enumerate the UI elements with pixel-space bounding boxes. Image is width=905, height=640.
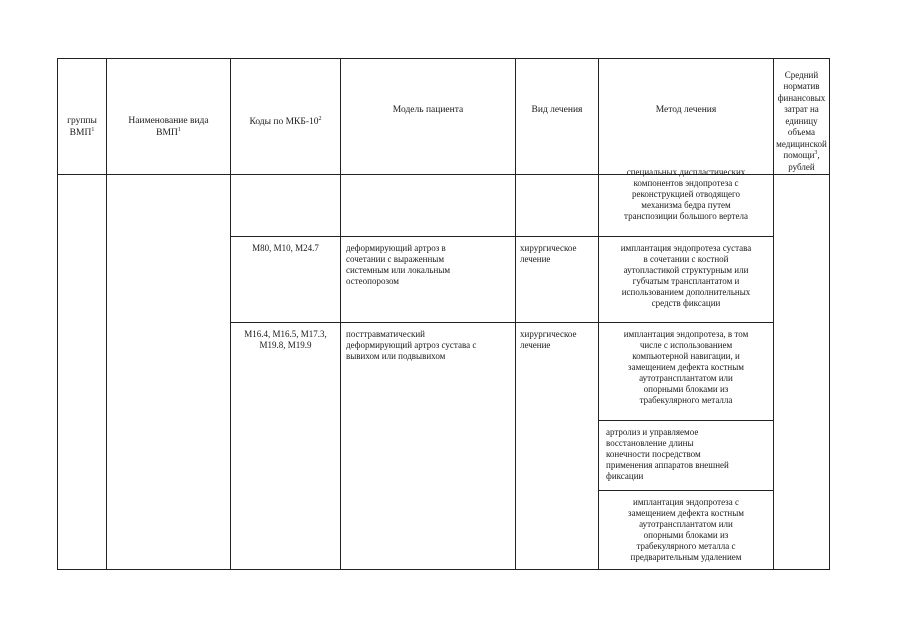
method-separator-1 (598, 420, 773, 421)
row-separator-2 (230, 322, 773, 323)
header-treatment-type: Вид лечения (531, 105, 583, 115)
row3-method-3: имплантация эндопротеза с замещением дефекта костным аутотрансплантатом или опорными блоками из трабекулярного металла с предварительным удалением (628, 497, 744, 562)
col-divider-3 (340, 58, 341, 570)
header-patient-model: Модель пациента (392, 105, 464, 115)
row2-model: деформирующий артроз в сочетании с выраженным системным или локальным остеопорозом (346, 243, 451, 286)
row2-codes: M80, M10, M24.7 (252, 243, 319, 253)
table-right-border (829, 58, 830, 570)
header-average-cost: Средний норматив финансовых затрат на единицу объема медицинской помощи$^3$, рублей (776, 69, 827, 172)
row-separator-1 (230, 236, 773, 237)
row2-method: имплантация эндопротеза сустава в сочетании с костной аутопластикой структурным или губчатым трансплантатом и использованием дополнительных средств фиксации (620, 243, 752, 308)
row3-type: хирургическое лечение (520, 329, 577, 350)
col-divider-4 (515, 58, 516, 570)
row1-method: специальных диспластических компонентов эндопротеза с реконструкцией отводящего механизма бедра путем транспозиции большого вертела (624, 167, 748, 221)
table-bottom-border (57, 569, 829, 570)
row3-method-2: артролиз и управляемое восстановление длины конечности посредством применения аппаратов внешней фиксации (606, 427, 729, 481)
col-divider-1 (106, 58, 107, 570)
header-vmp-name: Наименование вида ВМП$^1$ (128, 116, 209, 138)
row3-model: посттравматический деформирующий артроз сустава с вывихом или подвывихом (346, 329, 477, 361)
header-mkb-codes: Коды по МКБ-$10^2$ (249, 115, 322, 127)
method-separator-2 (598, 490, 773, 491)
table-top-border (57, 58, 829, 59)
row3-method-1: имплантация эндопротеза, в том числе с использованием компьютерной навигации, и замещением дефекта костным аутотрансплантатом или опорными блоками из трабекулярного металла (623, 329, 749, 405)
col-divider-5 (598, 58, 599, 570)
header-group-vmp: группы ВМП$^1$ (67, 116, 97, 138)
header-treatment-method: Метод лечения (655, 105, 717, 115)
row2-type: хирургическое лечение (520, 243, 577, 264)
row3-codes: M16.4, M16.5, M17.3, M19.8, M19.9 (244, 329, 327, 350)
col-divider-2 (230, 58, 231, 570)
